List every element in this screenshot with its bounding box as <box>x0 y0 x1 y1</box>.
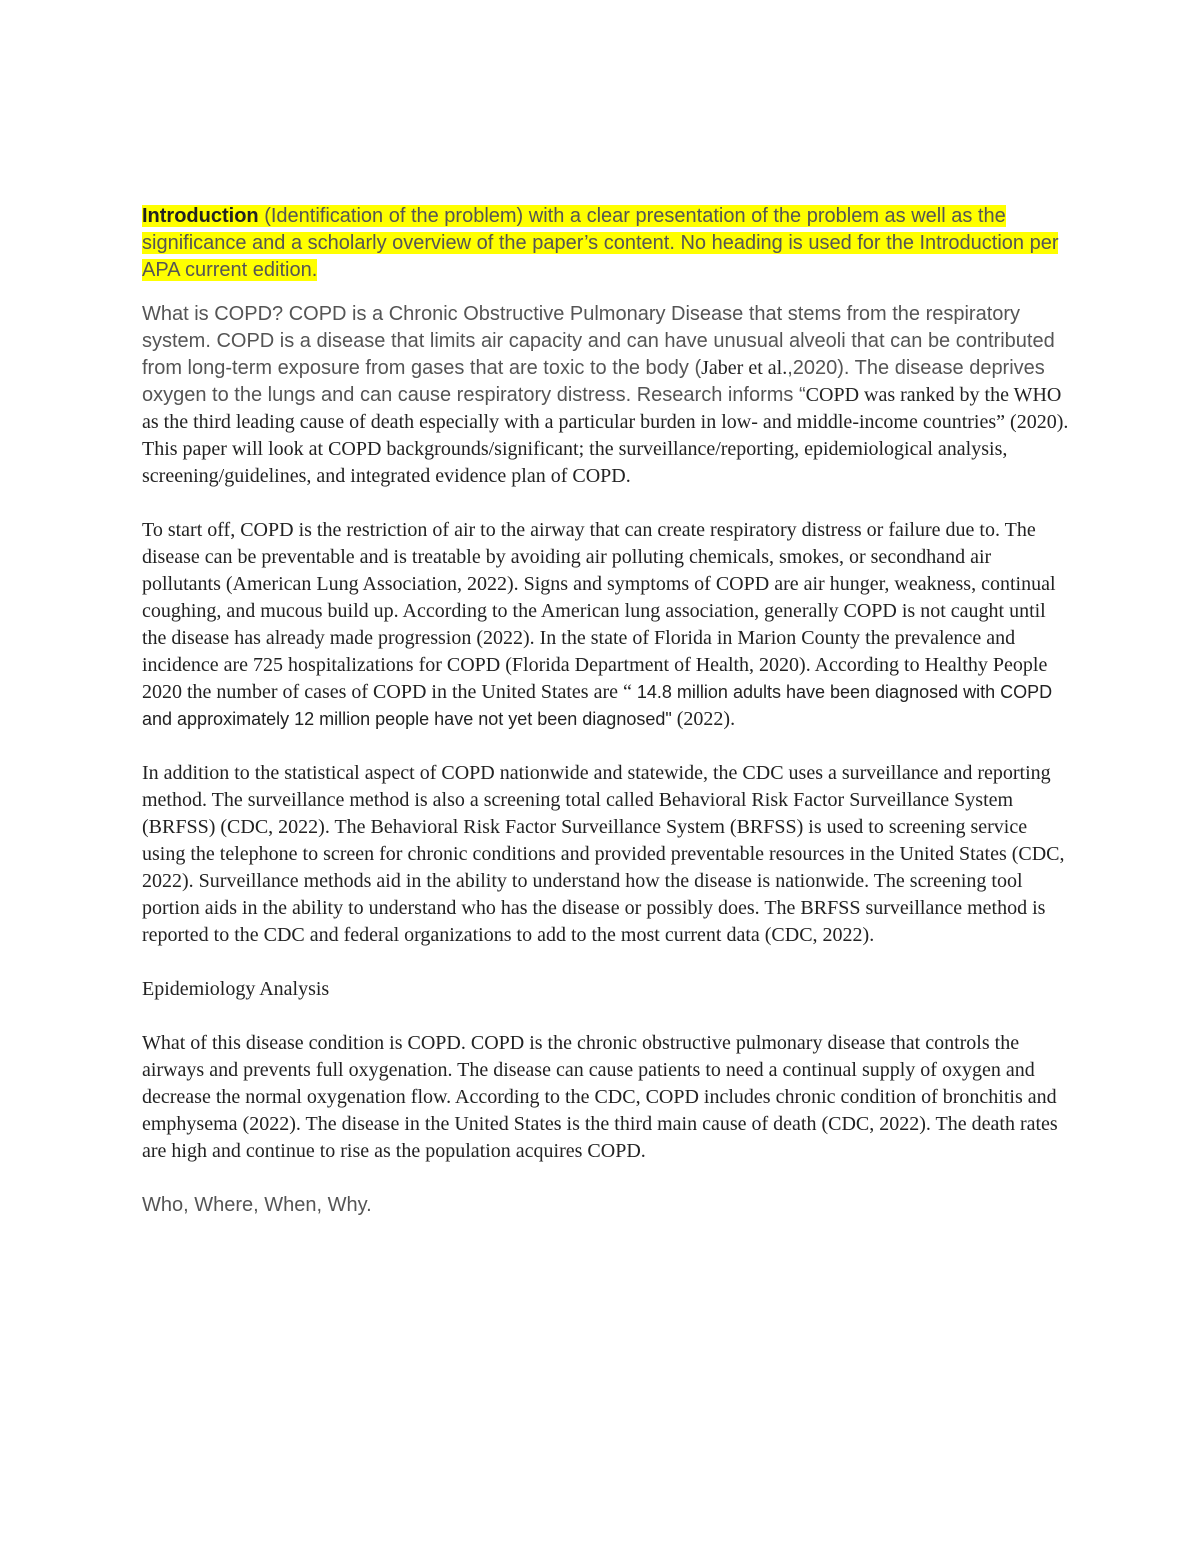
p2-quote: 14.8 million adults have been diagnosed with COPD and approximately 12 million people have not yet been diagnosed" <box>142 682 1053 729</box>
p1-citation: Jaber et al. <box>701 357 788 379</box>
who-where-when-why: Who, Where, When, Why. <box>142 1194 372 1216</box>
surveillance-paragraph: In addition to the statistical aspect of COPD nationwide and statewide, the CDC uses a surveillance and reporting method. The surveillance method is also a screening total called Behavioral Risk Factor Surveillance System (BRFSS) (CDC, 2022). The Behavioral Risk Factor Surveillance System (BRFSS) is used to screening service using the telephone to screen for chronic conditions and provided preventable resources in the United States (CDC, 2022). Surveillance methods aid in the ability to understand how the disease is nationwide. The screening tool portion aids in the ability to understand who has the disease or possibly does. The BRFSS surveillance method is reported to the CDC and federal organizations to add to the most current data (CDC, 2022). <box>142 762 1065 946</box>
intro-text: (Identification of the problem) with a clear presentation of the problem as well as the significance and a scholarly overview of the paper’s content. No heading is used for the Introduction per APA current edition. <box>142 205 1059 281</box>
epidemiology-heading: Epidemiology Analysis <box>142 978 330 1000</box>
p1-text-a: What is COPD? COPD is a Chronic Obstructive Pulmonary Disease that stems from the respiratory system. COPD is a disease that limits air capacity and can have unusual alveoli that can be contributed from long-term exposure from gases that are toxic to the body ( <box>142 303 1055 379</box>
p1-quote: COPD was ranked by the WHO as the third leading cause of death especially with a particular burden in low- and middle-income countries” (2020). This paper will look at COPD backgrounds/significant; the surveillance/reporting, epidemiological analysis, screening/guidelines, and integrated evidence plan of COPD. <box>142 384 1069 487</box>
intro-lead: Introduction <box>142 205 259 227</box>
intro-paragraph <box>142 203 1072 284</box>
p1-text-b: ,2020). The disease deprives oxygen to the lungs and can cause respiratory distress. Research informs “ <box>142 357 1045 406</box>
what-is-copd-paragraph <box>142 301 1072 490</box>
p2-text-a: To start off, COPD is the restriction of air to the airway that can create respiratory distress or failure due to. The disease can be preventable and is treatable by avoiding air polluting chemicals, smokes, or secondhand air pollutants (American Lung Association, 2022). Signs and symptoms of COPD are air hunger, weakness, continual coughing, and mucous build up. According to the American lung association, generally COPD is not caught until the disease has already made progression (2022). In the state of Florida in Marion County the prevalence and incidence are 725 hospitalizations for COPD (Florida Department of Health, 2020). According to Healthy People 2020 the number of cases of COPD in the United States are “ <box>142 519 1056 703</box>
intro-highlight <box>142 205 1058 281</box>
p2-text-b: (2022). <box>671 708 736 730</box>
epidemiology-paragraph: What of this disease condition is COPD. COPD is the chronic obstructive pulmonary disease that controls the airways and prevents full oxygenation. The disease can cause patients to need a continual supply of oxygen and decrease the normal oxygenation flow. According to the CDC, COPD includes chronic condition of bronchitis and emphysema (2022). The disease in the United States is the third main cause of death (CDC, 2022). The death rates are high and continue to rise as the population acquires COPD. <box>142 1032 1058 1162</box>
background-paragraph <box>142 517 1072 733</box>
document-body <box>142 203 1072 1219</box>
